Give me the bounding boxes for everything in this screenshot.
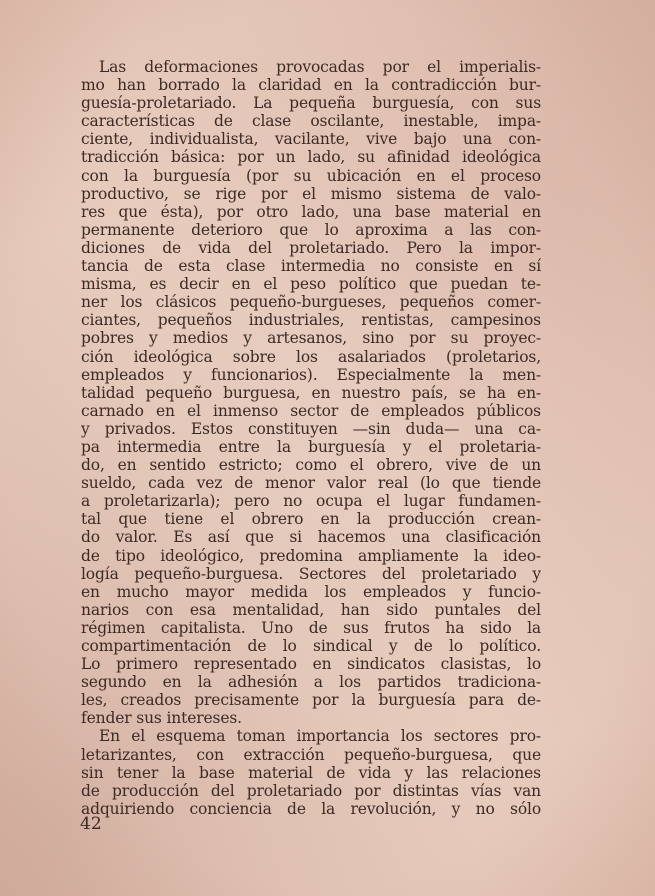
- text-line: sin tener la base material de vida y las relaciones: [81, 763, 541, 782]
- text-line: de tipo ideológico, predomina ampliamente la ideo-: [81, 546, 541, 565]
- text-line: tancia de esta clase intermedia no consiste en sí: [81, 257, 541, 276]
- text-line: tal que tiene el obrero en la producción crean-: [81, 510, 541, 529]
- text-line: letarizantes, con extracción pequeño-burguesa, que: [81, 745, 541, 764]
- text-line: logía pequeño-burguesa. Sectores del proletariado y: [81, 564, 541, 583]
- text-line: compartimentación de lo sindical y de lo político.: [81, 637, 541, 655]
- text-line: les, creados precisamente por la burguesía para de-: [81, 691, 541, 710]
- text-line: Lo primero representado en sindicatos clasistas, lo: [81, 655, 541, 674]
- text-line: do, en sentido estricto; como el obrero, vive de un: [81, 456, 541, 475]
- text-line: pa intermedia entre la burguesía y el proletaria-: [81, 437, 541, 456]
- text-line: con la burguesía (por su ubicación en el proceso: [81, 166, 541, 185]
- text-line: diciones de vida del proletariado. Pero la impor-: [81, 238, 541, 257]
- text-line: res que ésta), por otro lado, una base material en: [81, 202, 541, 221]
- text-line: ner los clásicos pequeño-burgueses, pequeños comer-: [81, 293, 541, 312]
- text-line: carnado en el inmenso sector de empleados públicos: [81, 401, 541, 420]
- text-line: Las deformaciones provocadas por el imperialis-: [99, 58, 541, 76]
- text-line: adquiriendo conciencia de la revolución, y no sólo: [81, 799, 541, 818]
- text-line: pobres y medios y artesanos, sino por su proyec-: [81, 329, 541, 348]
- text-line: segundo en la adhesión a los partidos tradiciona-: [81, 673, 541, 692]
- text-line: a proletarizarla); pero no ocupa el lugar fundamen-: [81, 492, 541, 511]
- text-line: misma, es decir en el peso político que puedan te-: [81, 275, 541, 294]
- text-line: y privados. Estos constituyen —sin duda— una ca-: [81, 419, 541, 438]
- text-line: de producción del proletariado por distintas vías van: [81, 781, 541, 800]
- body-text: [81, 58, 541, 818]
- page-number: 42: [80, 814, 102, 834]
- text-line: fender sus intereses.: [81, 709, 242, 728]
- text-line: En el esquema toman importancia los sectores pro-: [99, 727, 541, 746]
- text-line: ción ideológica sobre los asalariados (proletarios,: [81, 347, 541, 366]
- text-line: en mucho mayor medida los empleados y funcio-: [81, 582, 541, 601]
- text-line: régimen capitalista. Uno de sus frutos ha sido la: [81, 618, 541, 637]
- text-line: productivo, se rige por el mismo sistema de valo-: [81, 184, 541, 203]
- text-line: tradicción básica: por un lado, su afinidad ideológica: [81, 148, 541, 167]
- text-line: mo han borrado la claridad en la contradicción bur-: [81, 76, 541, 95]
- text-line: ciente, individualista, vacilante, vive bajo una con-: [81, 130, 541, 149]
- text-line: características de clase oscilante, inestable, impa-: [81, 112, 541, 131]
- text-line: guesía-proletariado. La pequeña burguesía, con sus: [81, 94, 541, 113]
- text-line: permanente deterioro que lo aproxima a las con-: [81, 220, 541, 239]
- text-line: narios con esa mentalidad, han sido puntales del: [81, 600, 541, 619]
- text-line: sueldo, cada vez de menor valor real (lo que tiende: [81, 474, 541, 493]
- text-line: do valor. Es así que si hacemos una clasificación: [81, 528, 541, 547]
- text-line: talidad pequeño burguesa, en nuestro país, se ha en-: [81, 383, 541, 402]
- text-line: empleados y funcionarios). Especialmente la men-: [81, 365, 541, 384]
- text-line: ciantes, pequeños industriales, rentistas, campesinos: [81, 311, 541, 330]
